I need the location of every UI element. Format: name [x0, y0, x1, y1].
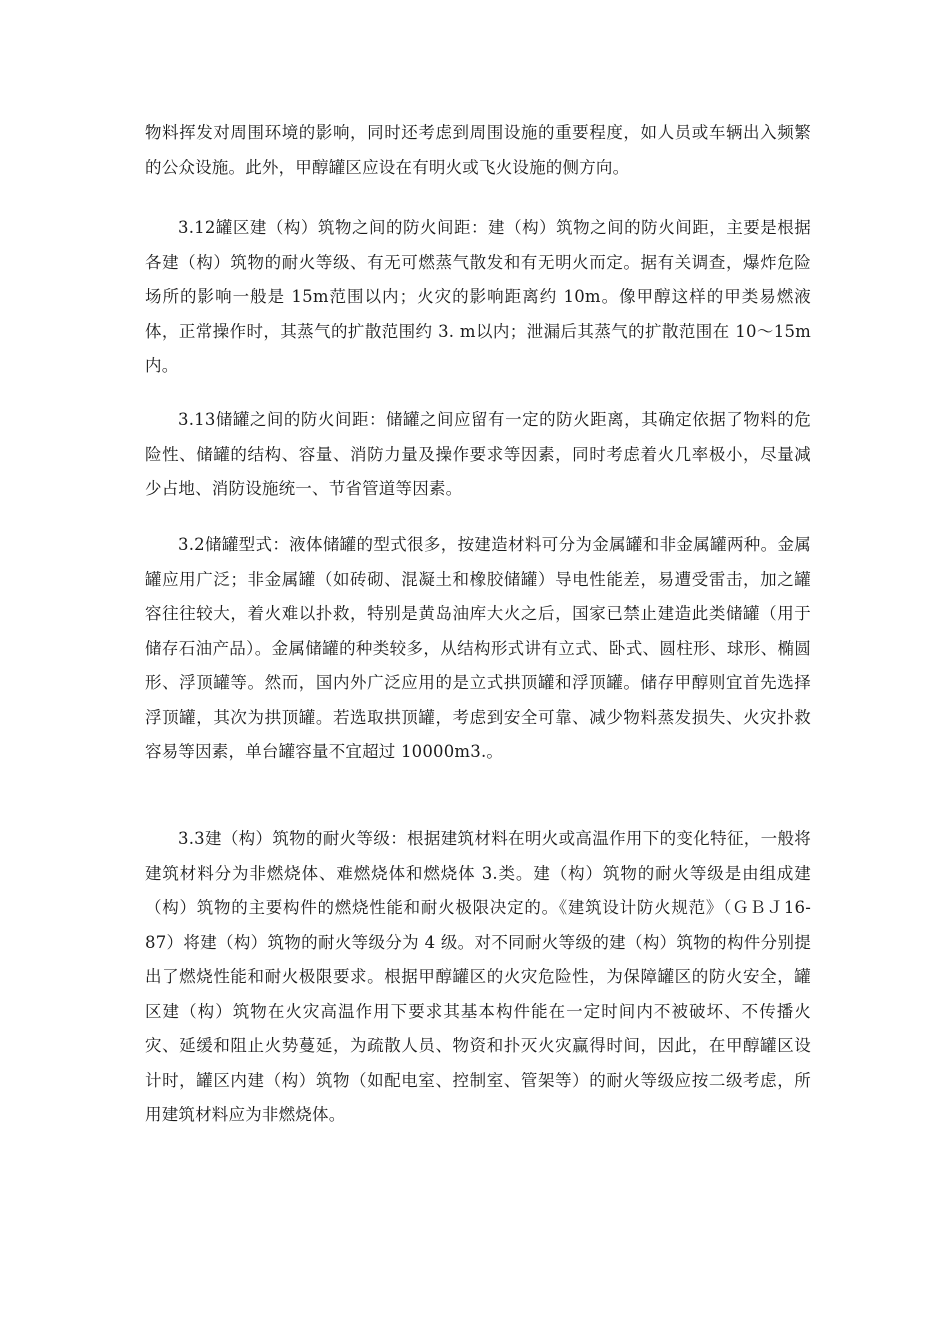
body-paragraph: 3.2储罐型式：液体储罐的型式很多，按建造材料可分为金属罐和非金属罐两种。金属罐应用广泛；非金属罐（如砖砌、混凝土和橡胶储罐）导电性能差，易遭受雷击，加之罐容往往较大，着火难以扑救，特别是黄岛油库大火之后，国家已禁止建造此类储罐（用于储存石油产品）。金属储罐的种类较多，从结构形式讲有立式、卧式、圆柱形、球形、椭圆形、浮顶罐等。然而，国内外广泛应用的是立式拱顶罐和浮顶罐。储存甲醇则宜首先选择浮顶罐，其次为拱顶罐。若选取拱顶罐，考虑到安全可靠、减少物料蒸发损失、火灾扑救容易等因素，单台罐容量不宜超过 10000m3.。 [145, 535, 811, 761]
section-3-13-paragraph [145, 403, 811, 507]
section-3-2-paragraph [145, 528, 811, 770]
section-3-12-paragraph [145, 211, 811, 384]
paragraph-continuation [145, 116, 811, 185]
body-paragraph: 3.12罐区建（构）筑物之间的防火间距：建（构）筑物之间的防火间距，主要是根据各建（构）筑物的耐火等级、有无可燃蒸气散发和有无明火而定。据有关调查，爆炸危险场所的影响一般是 15m范围以内；火灾的影响距离约 10m。像甲醇这样的甲类易燃液体，正常操作时，其蒸气的扩散范围约 3. m以内；泄漏后其蒸气的扩散范围在 10～15m内。 [145, 218, 811, 375]
section-3-3-paragraph [145, 822, 811, 1133]
body-paragraph: 3.3建（构）筑物的耐火等级：根据建筑材料在明火或高温作用下的变化特征，一般将建筑材料分为非燃烧体、难燃烧体和燃烧体 3.类。建（构）筑物的耐火等级是由组成建（构）筑物的主要构件的燃烧性能和耐火极限决定的。《建筑设计防火规范》（ＧＢＪ16-87）将建（构）筑物的耐火等级分为 4 级。对不同耐火等级的建（构）筑物的构件分别提出了燃烧性能和耐火极限要求。根据甲醇罐区的火灾危险性，为保障罐区的防火安全，罐区建（构）筑物在火灾高温作用下要求其基本构件能在一定时间内不被破坏、不传播火灾、延缓和阻止火势蔓延，为疏散人员、物资和扑灭火灾赢得时间，因此，在甲醇罐区设计时，罐区内建（构）筑物（如配电室、控制室、管架等）的耐火等级应按二级考虑，所用建筑材料应为非燃烧体。 [145, 829, 811, 1124]
body-paragraph: 物料挥发对周围环境的影响，同时还考虑到周围设施的重要程度，如人员或车辆出入频繁的公众设施。此外，甲醇罐区应设在有明火或飞火设施的侧方向。 [145, 123, 811, 177]
body-paragraph: 3.13储罐之间的防火间距：储罐之间应留有一定的防火距离，其确定依据了物料的危险性、储罐的结构、容量、消防力量及操作要求等因素，同时考虑着火几率极小，尽量减少占地、消防设施统一、节省管道等因素。 [145, 410, 811, 498]
